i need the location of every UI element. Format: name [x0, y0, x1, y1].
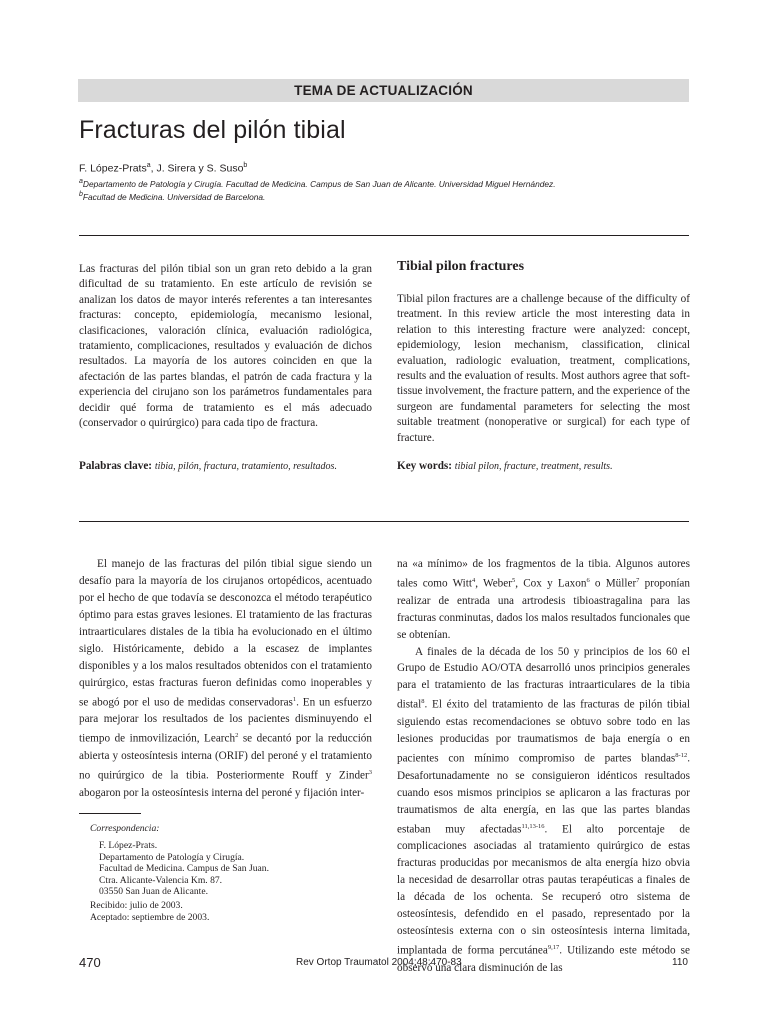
citation-mark: 4 — [472, 576, 476, 584]
author-list: F. López-Prats$^a$, J. Sirera y S. Suso$^b$ — [79, 162, 248, 175]
affiliation-b — [79, 191, 265, 202]
affiliation-a — [79, 178, 556, 189]
correspondence-rule — [79, 813, 141, 814]
accepted-date: Aceptado: septiembre de 2003. — [90, 911, 210, 923]
article-title: Fracturas del pilón tibial — [79, 116, 346, 144]
correspondence-line: 03550 San Juan de Alicante. — [99, 886, 208, 897]
correspondence-dates — [90, 900, 209, 923]
body-paragraph-2: A finales de la década de los 50 y principios de los 60 el Grupo de Estudio AO/OTA desarrolló unos principios generales para el tratamiento de las fracturas intraarticulares de la tibia distal$^8$. El éxito del tratamiento de las fracturas de pilón tibial siguiendo estas recomendaciones se obtuvo sobre todo en las lesiones producidas por traumatismos de baja energía o en pacientes con mínimo compromiso de partes blandas$^{8-12}$. Desafortunadamente no se consiguieron idénticos resultados cuando esos mismos principios se aplicaron a las fracturas por traumatismos de alta energía, en las que las partes blandas estaban muy afectadas$^{11,13-16}$. El alto porcentaje de complicaciones asociadas al tratamiento quirúrgico de estas fracturas producidas por mecanismos de alta energía hizo obvia la necesidad de desarrollar otras pautas terapéuticas a finales de la década de los ochenta. Se recuperó otro sistema de osteosíntesis, defendido en el pasado, representado por la osteosíntesis externa con o sin osteosíntesis interna limitada, implantada de forma percutánea$^{9,17}$. Utilizando este método se observó una clara disminución de las — [397, 645, 690, 974]
citation-mark: 1 — [292, 695, 297, 703]
citation-mark: 2 — [235, 732, 239, 740]
correspondence-heading: Correspondencia: — [90, 823, 160, 834]
citation-mark: 7 — [636, 576, 640, 584]
correspondence-line: Ctra. Alicante-Valencia Km. 87. — [99, 874, 223, 886]
citation-mark: 9,17 — [547, 943, 560, 951]
body-paragraph-1: El manejo de las fracturas del pilón tibial sigue siendo un desafío para la mayoría de los cirujanos ortopédicos, acentuado por el hecho de que todavía se desconozca el método terapéutico óptimo para estas graves lesiones. El tratamiento de las fracturas intraarticulares distales de la tibia ha evolucionado en el último siglo. Históricamente, debido a la escasez de implantes disponibles y a los malos resultados obtenidos con el tratamiento quirúrgico, estas fracturas fueron definidas como inoperables y se abogó por el uso de medidas conservadoras$^1$. En un esfuerzo para mejorar los resultados de los pacientes disminuyendo el tiempo de inmovilización, Learch$^2$ se decantó por la reducción abierta y osteosíntesis interna (ORIF) del peroné y el tratamiento no quirúrgico de la tibia. Posteriormente Rouff y Zinder$^3$ abogaron por la osteosíntesis interna del peroné y fijación inter- — [79, 558, 372, 799]
correspondence-line: Facultad de Medicina. Campus de San Juan. — [99, 863, 269, 874]
citation-mark: 5 — [511, 576, 516, 584]
affiliation-b-mark: b — [79, 191, 83, 198]
section-label: TEMA DE ACTUALIZACIÓN — [294, 83, 473, 98]
keywords-english-label: Key words: — [397, 460, 452, 472]
abstract-top-rule — [79, 235, 689, 236]
abstract-english-title: Tibial pilon fractures — [397, 259, 525, 274]
abstract-spanish: Las fracturas del pilón tibial son un gran reto debido a la gran dificultad de su tratamiento. En este artículo de revisión se analizan los datos de mayor interés referentes a tan interesantes fracturas: concepto, epidemiología, mecanismo lesional, clasificaciones, valoración clínica, evaluación radiológica, tratamiento, complicaciones, resultados y evaluación de dichos resultados. La mayoría de los autores coinciden en que la afectación de las partes blandas, el patrón de cada fractura y la experiencia del cirujano son los parámetros fundamentales para decidir qué forma de tratamiento es el más adecuado (conservador o quirúrgico) para cada tipo de fractura. — [79, 263, 372, 430]
affiliation-b-text: Facultad de Medicina. Universidad de Barcelona. — [82, 191, 266, 202]
abstract-bottom-rule — [79, 521, 689, 522]
abstract-english: Tibial pilon fractures are a challenge because of the difficulty of treatment. In this review article the most interesting data in relation to this interesting fracture were analyzed: concept, epidemiology, lesion mechanism, classification, clinical evaluation, radiologic evaluation, treatment, complications, results and the evaluation of results. Most authors agree that soft-tissue involvement, the fracture pattern, and the experience of the surgeon are fundamental parameters for selecting the most suitable treatment (nonoperative or surgical) for each type of fracture. — [397, 293, 690, 444]
journal-citation: Rev Ortop Traumatol 2004;48:470-83 — [296, 957, 462, 968]
page-code: 110 — [672, 957, 688, 968]
citation-mark: 8 — [421, 698, 425, 706]
affiliation-a-text: Departamento de Patología y Cirugía. Facultad de Medicina. Campus de San Juan de Alicante. Universidad Miguel Hernández. — [82, 178, 556, 189]
citation-mark: 11,13-16 — [521, 822, 545, 830]
correspondence-line: Departamento de Patología y Cirugía. — [99, 851, 245, 863]
citation-mark: 3 — [368, 768, 372, 776]
section-banner — [78, 79, 689, 102]
keywords-english — [397, 458, 690, 475]
body-left-column — [79, 556, 372, 802]
keywords-spanish — [79, 458, 372, 475]
page-number: 470 — [79, 955, 101, 970]
author-name: S. Suso — [206, 162, 244, 175]
keywords-spanish-text: tibia, pilón, fractura, tratamiento, resultados. — [154, 461, 337, 472]
keywords-spanish-label: Palabras clave: — [79, 460, 153, 472]
author-name: J. Sirera — [156, 162, 196, 175]
author-name: F. López-Prats — [79, 162, 147, 175]
correspondence-line: F. López-Prats. — [99, 840, 158, 851]
body-paragraph-1-continued: na «a mínimo» de los fragmentos de la tibia. Algunos autores tales como Witt$^4$, Weber$^5$, Cox y Laxon$^6$ o Müller$^7$ proponían realizar de entrada una artrodesis tibioastragalina para las fracturas conminutas, dados los malos resultados funcionales que se obtenían. — [397, 558, 690, 641]
citation-mark: 8-12 — [675, 751, 688, 759]
author-affiliation-mark: b — [243, 162, 248, 169]
author-affiliation-mark: a — [146, 162, 151, 169]
correspondence-address — [99, 840, 269, 898]
affiliation-a-mark: a — [79, 178, 83, 185]
keywords-english-text: tibial pilon, fracture, treatment, results. — [454, 461, 613, 472]
citation-mark: 6 — [586, 576, 590, 584]
body-right-column — [397, 556, 690, 977]
received-date: Recibido: julio de 2003. — [90, 900, 183, 911]
